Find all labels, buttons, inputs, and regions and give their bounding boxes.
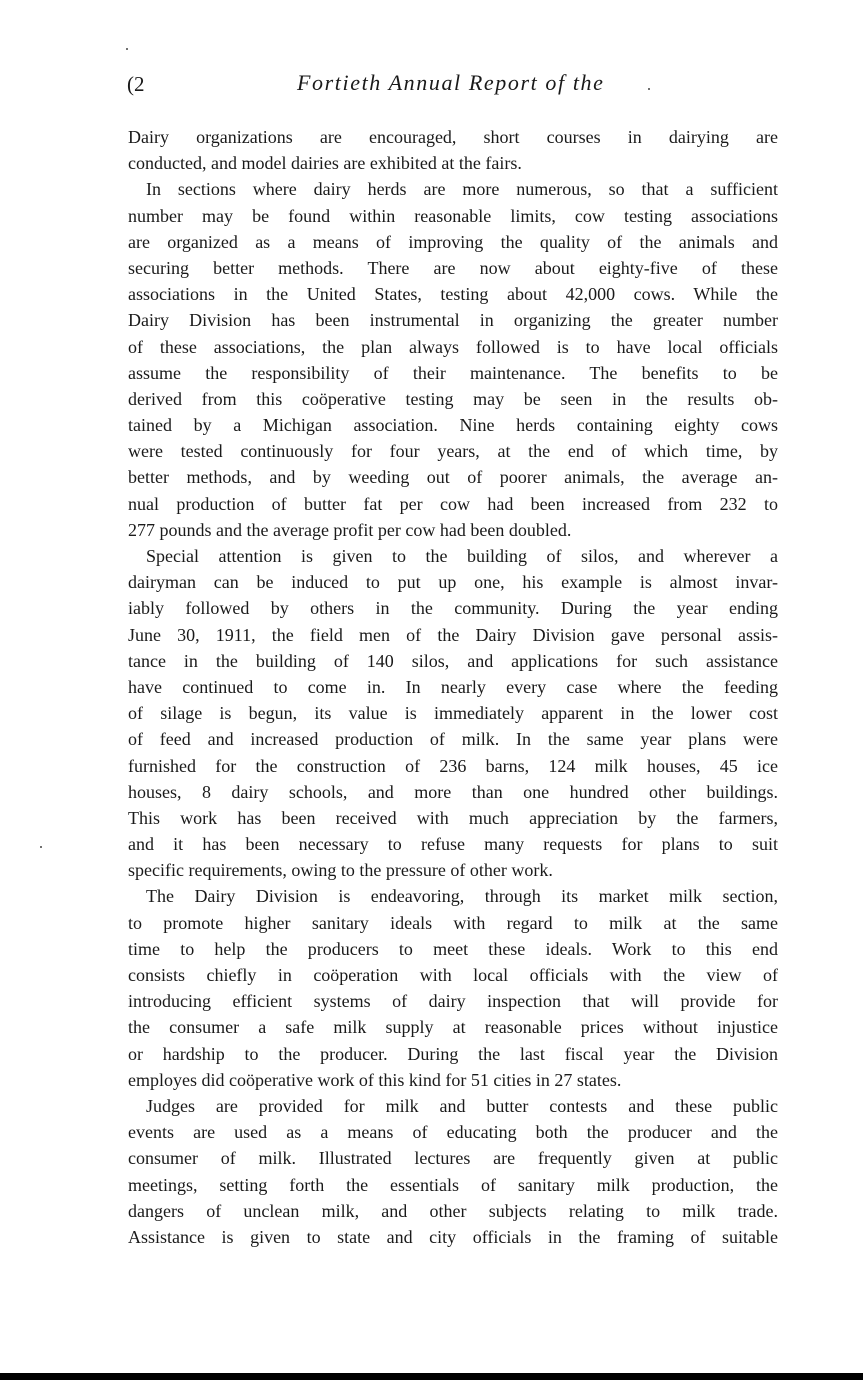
- text-line: of silage is begun, its value is immediately apparent in the lower cost: [128, 703, 778, 724]
- text-line: better methods, and by weeding out of poorer animals, the average an-: [128, 467, 778, 488]
- text-line: or hardship to the producer. During the last fiscal year the Division: [128, 1043, 778, 1064]
- text-line: dairyman can be induced to put up one, his example is almost invar-: [128, 572, 778, 593]
- page-bottom-edge: [0, 1373, 863, 1380]
- text-line: Assistance is given to state and city officials in the framing of suitable: [128, 1226, 778, 1247]
- text-line: derived from this coöperative testing may be seen in the results ob-: [128, 388, 778, 409]
- page-header: [127, 70, 779, 102]
- text-line: assume the responsibility of their maintenance. The benefits to be: [128, 362, 778, 383]
- text-line: June 30, 1911, the field men of the Dairy Division gave personal assis-: [128, 624, 778, 645]
- text-line: of feed and increased production of milk. In the same year plans were: [128, 729, 778, 750]
- text-line: associations in the United States, testing about 42,000 cows. While the: [128, 284, 778, 305]
- text-line: have continued to come in. In nearly every case where the feeding: [128, 676, 778, 697]
- text-line: Dairy Division has been instrumental in organizing the greater number: [128, 310, 778, 331]
- text-line: This work has been received with much appreciation by the farmers,: [128, 807, 778, 828]
- text-line: introducing efficient systems of dairy inspection that will provide for: [128, 991, 778, 1012]
- scan-speck: [648, 88, 650, 90]
- text-line: Judges are provided for milk and butter contests and these public: [146, 1095, 778, 1116]
- text-line: houses, 8 dairy schools, and more than one hundred other buildings.: [128, 781, 778, 802]
- text-line: conducted, and model dairies are exhibited at the fairs.: [128, 153, 522, 174]
- text-line: The Dairy Division is endeavoring, through its market milk section,: [146, 886, 778, 907]
- scan-speck: [126, 48, 128, 50]
- text-line: dangers of unclean milk, and other subjects relating to milk trade.: [128, 1200, 778, 1221]
- text-line: furnished for the construction of 236 barns, 124 milk houses, 45 ice: [128, 755, 778, 776]
- text-line: time to help the producers to meet these ideals. Work to this end: [128, 938, 778, 959]
- text-line: number may be found within reasonable limits, cow testing associations: [128, 205, 778, 226]
- text-line: consumer of milk. Illustrated lectures are frequently given at public: [128, 1148, 778, 1169]
- text-line: tained by a Michigan association. Nine herds containing eighty cows: [128, 415, 778, 436]
- text-line: to promote higher sanitary ideals with regard to milk at the same: [128, 912, 778, 933]
- text-line: meetings, setting forth the essentials of sanitary milk production, the: [128, 1174, 778, 1195]
- text-line: were tested continuously for four years, at the end of which time, by: [128, 441, 778, 462]
- text-line: In sections where dairy herds are more numerous, so that a sufficient: [146, 179, 778, 200]
- scan-speck: [40, 846, 42, 848]
- text-line: securing better methods. There are now about eighty-five of these: [128, 257, 778, 278]
- page-number: (2: [127, 72, 145, 96]
- text-line: are organized as a means of improving the quality of the animals and: [128, 231, 778, 252]
- text-line: of these associations, the plan always followed is to have local officials: [128, 336, 778, 357]
- text-line: nual production of butter fat per cow had been increased from 232 to: [128, 493, 778, 514]
- running-title: Fortieth Annual Report of the: [297, 70, 605, 95]
- text-line: the consumer a safe milk supply at reasonable prices without injustice: [128, 1017, 778, 1038]
- text-line: events are used as a means of educating both the producer and the: [128, 1122, 778, 1143]
- text-line: specific requirements, owing to the pressure of other work.: [128, 860, 553, 881]
- text-line: tance in the building of 140 silos, and applications for such assistance: [128, 650, 778, 671]
- text-line: and it has been necessary to refuse many requests for plans to suit: [128, 834, 778, 855]
- text-line: 277 pounds and the average profit per cow had been doubled.: [128, 519, 572, 540]
- text-line: iably followed by others in the community. During the year ending: [128, 598, 778, 619]
- text-line: employes did coöperative work of this kind for 51 cities in 27 states.: [128, 1069, 622, 1090]
- text-line: Dairy organizations are encouraged, short courses in dairying are: [128, 127, 778, 147]
- text-line: Special attention is given to the building of silos, and wherever a: [146, 546, 778, 566]
- body-text: [128, 124, 778, 1250]
- text-line: consists chiefly in coöperation with local officials with the view of: [128, 965, 778, 985]
